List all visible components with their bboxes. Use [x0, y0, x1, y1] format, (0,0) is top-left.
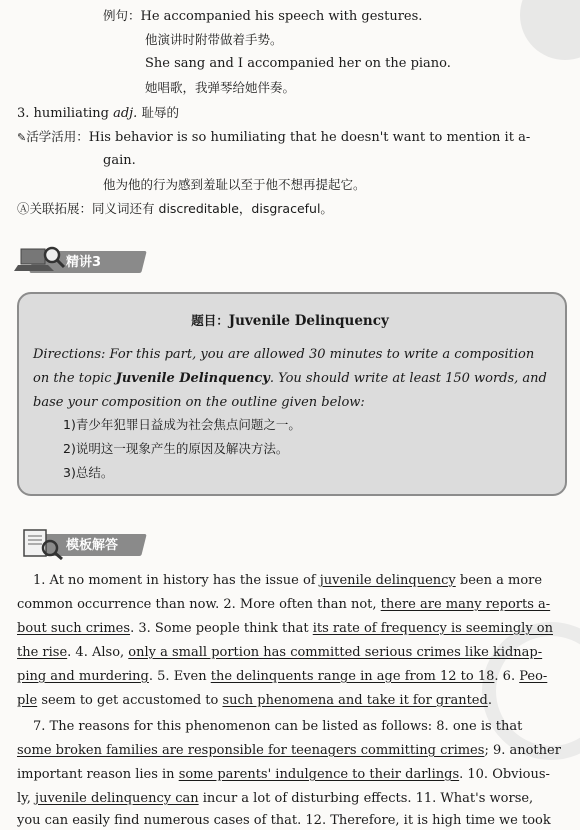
topic-title [0, 312, 580, 330]
text-run: incur a lot of disturbing effects. 11. What's worse, [198, 791, 534, 806]
topic-title-prefix: 题目： [191, 313, 229, 328]
paragraph-line [17, 644, 542, 662]
text-run: . 4. Also, [67, 645, 129, 660]
related-icon: Ⓐ [17, 201, 30, 216]
section-title: 精讲3 [66, 255, 102, 270]
directions-text: on the topic [33, 371, 116, 386]
paragraph-line [17, 620, 553, 638]
example-sentence-cn: 她唱歌，我弹琴给她伴奏。 [145, 80, 296, 95]
paragraph-line: 7. The reasons for this phenomenon can be listed as follows: 8. one is that [33, 719, 523, 734]
directions-line: Directions: For this part, you are allowed 30 minutes to write a composition [33, 347, 535, 362]
paragraph-line [17, 790, 533, 808]
underlined-phrase: its rate of frequency is seemingly on [312, 621, 553, 636]
text-run: been a more [455, 573, 543, 588]
text-run: . 10. Obvious- [459, 767, 550, 782]
paragraph-line [17, 668, 547, 686]
topic-title-en: Juvenile Delinquency [228, 313, 389, 329]
paragraph-line [17, 692, 492, 710]
document-pencil-icon [18, 528, 64, 560]
underlined-phrase: such phenomena and take it for granted [222, 693, 488, 708]
section-banner [0, 245, 200, 275]
underlined-phrase: the delinquents range in age from 12 to 18 [210, 669, 495, 684]
section-banner [0, 528, 200, 558]
related-line [17, 200, 333, 218]
usage-sentence: His behavior is so humiliating that he doesn't want to mention it a- [88, 130, 531, 145]
text-run: . [487, 693, 492, 708]
corner-watermark [520, 0, 580, 60]
vocab-number: 3. [17, 106, 30, 121]
pencil-icon: ✎ [17, 131, 27, 144]
text-run: important reason lies in [17, 767, 179, 782]
underlined-phrase: juvenile delinquency can [35, 791, 199, 806]
vocab-word: humiliating [33, 106, 109, 121]
text-run: seem to get accustomed to [37, 693, 223, 708]
underlined-phrase: Peo- [519, 669, 548, 684]
underlined-phrase: there are many reports a- [380, 597, 551, 612]
usage-label: 活学活用： [26, 129, 89, 144]
usage-line [17, 128, 530, 147]
outline-item: 2)说明这一现象产生的原因及解决方法。 [63, 441, 289, 456]
example-sentence-en: She sang and I accompanied her on the piano. [145, 56, 451, 71]
usage-sentence-cont: gain. [103, 153, 136, 168]
text-run: . 6. [494, 669, 520, 684]
corner-watermark-bottom [482, 622, 580, 760]
text-run: . 5. Even [148, 669, 211, 684]
example-label: 例句： [103, 8, 141, 23]
text-run: ; 9. another [484, 743, 561, 758]
underlined-phrase: only a small portion has committed serious crimes like kidnap- [128, 645, 543, 660]
vocab-meaning: 耻辱的 [141, 105, 179, 120]
underlined-phrase: juvenile delinquency [319, 573, 456, 588]
paragraph-line [17, 596, 550, 614]
vocab-pos: adj. [113, 106, 138, 121]
outline-item: 1)青少年犯罪日益成为社会焦点问题之一。 [63, 417, 301, 432]
section-title: 模板解答 [66, 538, 119, 553]
text-run: common occurrence than now. 2. More often than not, [17, 597, 381, 612]
paragraph-line [17, 742, 561, 760]
directions-topic: Juvenile Delinquency [115, 371, 270, 386]
outline-item: 3)总结。 [63, 465, 114, 480]
underlined-phrase: some parents' indulgence to their darlings [178, 767, 460, 782]
underlined-phrase: bout such crimes [17, 621, 131, 636]
vocab-entry [17, 104, 179, 123]
paragraph-line: you can easily find numerous cases of that. 12. Therefore, it is high time we took [17, 813, 551, 828]
related-label: 关联拓展： [29, 201, 93, 216]
example-sentence-en: He accompanied his speech with gestures. [140, 9, 423, 24]
example-sentence-cn: 他演讲时附带做着手势。 [145, 32, 283, 47]
related-text: 同义词还有 discreditable，disgraceful。 [92, 201, 333, 216]
underlined-phrase: some broken families are responsible for teenagers committing crimes [17, 743, 485, 758]
directions-line [33, 370, 547, 388]
usage-translation: 他为他的行为感到羞耻以至于他不想再提起它。 [103, 177, 366, 192]
text-run: . 3. Some people think that [130, 621, 313, 636]
underlined-phrase: the rise [17, 645, 68, 660]
underlined-phrase: ping and murdering [17, 669, 149, 684]
paragraph-line [33, 572, 542, 590]
text-run: ly, [17, 791, 36, 806]
directions-text: . You should write at least 150 words, and [269, 371, 547, 386]
example-block [103, 7, 422, 26]
underlined-phrase: ple [17, 693, 38, 708]
text-run: 1. At no moment in history has the issue of [33, 573, 320, 588]
directions-line: base your composition on the outline given below: [33, 395, 365, 410]
magnifier-laptop-icon [14, 245, 66, 275]
paragraph-line [17, 766, 550, 784]
